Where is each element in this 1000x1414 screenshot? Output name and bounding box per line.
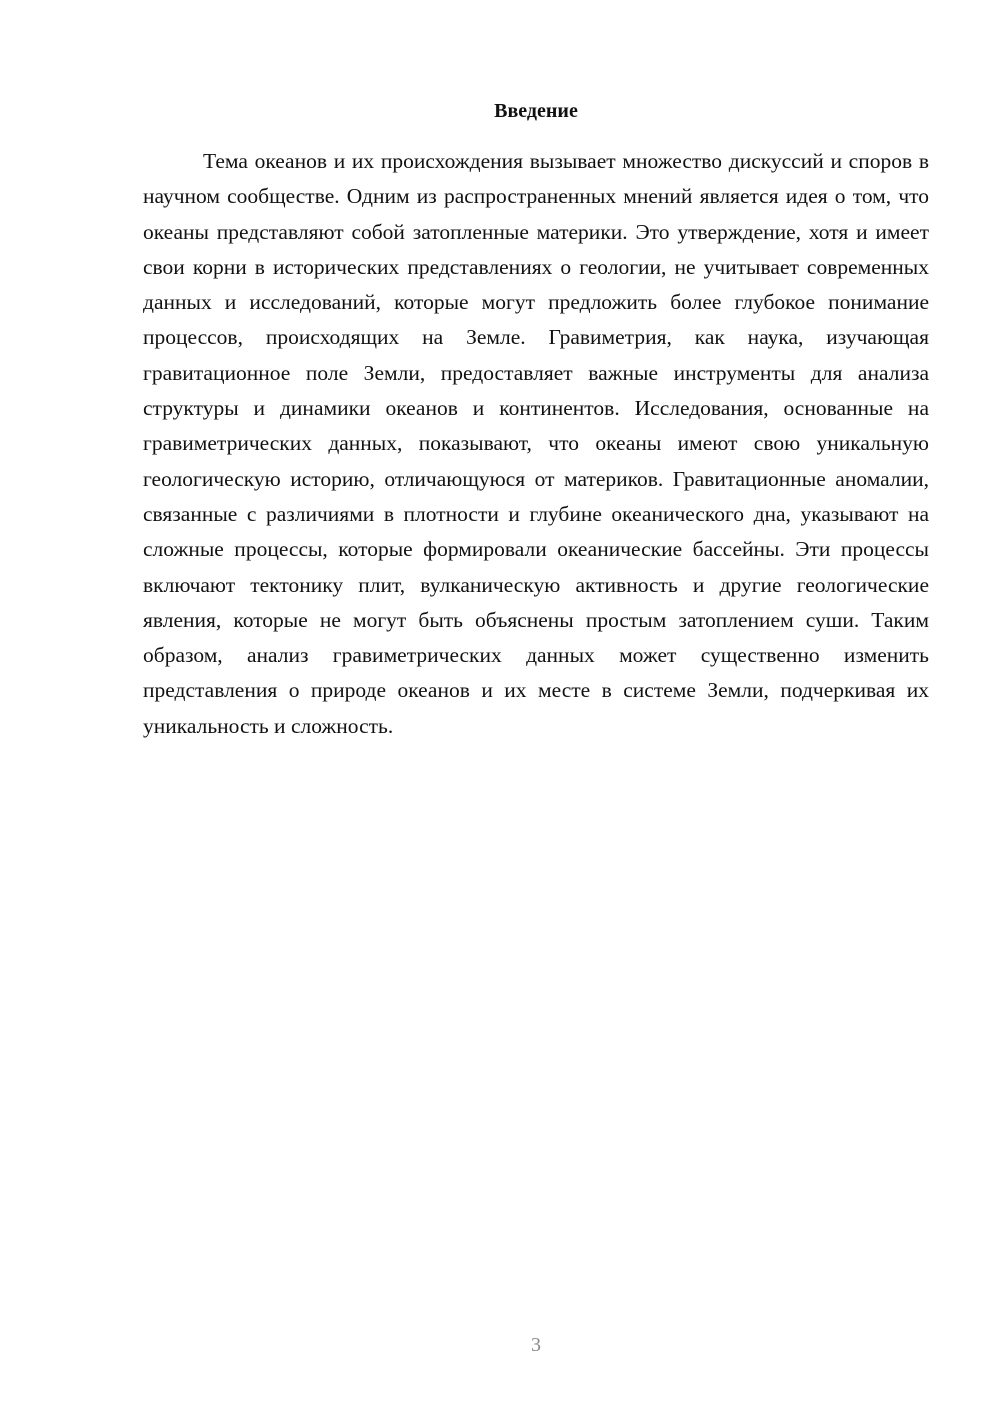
- intro-paragraph: Тема океанов и их происхождения вызывает множество дискуссий и споров в научном сообществе. Одним из распространенных мнений является идея о том, что океаны представляют собой затопленные материки. Это утверждение, хотя и имеет свои корни в исторических представлениях о геологии, не учитывает современных данных и исследований, которые могут предложить более глубокое понимание процессов, происходящих на Земле. Гравиметрия, как наука, изучающая гравитационное поле Земли, предоставляет важные инструменты для анализа структуры и динамики океанов и континентов. Исследования, основанные на гравиметрических данных, показывают, что океаны имеют свою уникальную геологическую историю, отличающуюся от материков. Гравитационные аномалии, связанные с различиями в плотности и глубине океанического дна, указывают на сложные процессы, которые формировали океанические бассейны. Эти процессы включают тектонику плит, вулканическую активность и другие геологические явления, которые не могут быть объяснены простым затоплением суши. Таким образом, анализ гравиметрических данных может существенно изменить представления о природе океанов и их месте в системе Земли, подчеркивая их уникальность и сложность.: [143, 149, 929, 738]
- section-heading: Введение: [494, 100, 578, 122]
- page-number: 3: [531, 1334, 541, 1356]
